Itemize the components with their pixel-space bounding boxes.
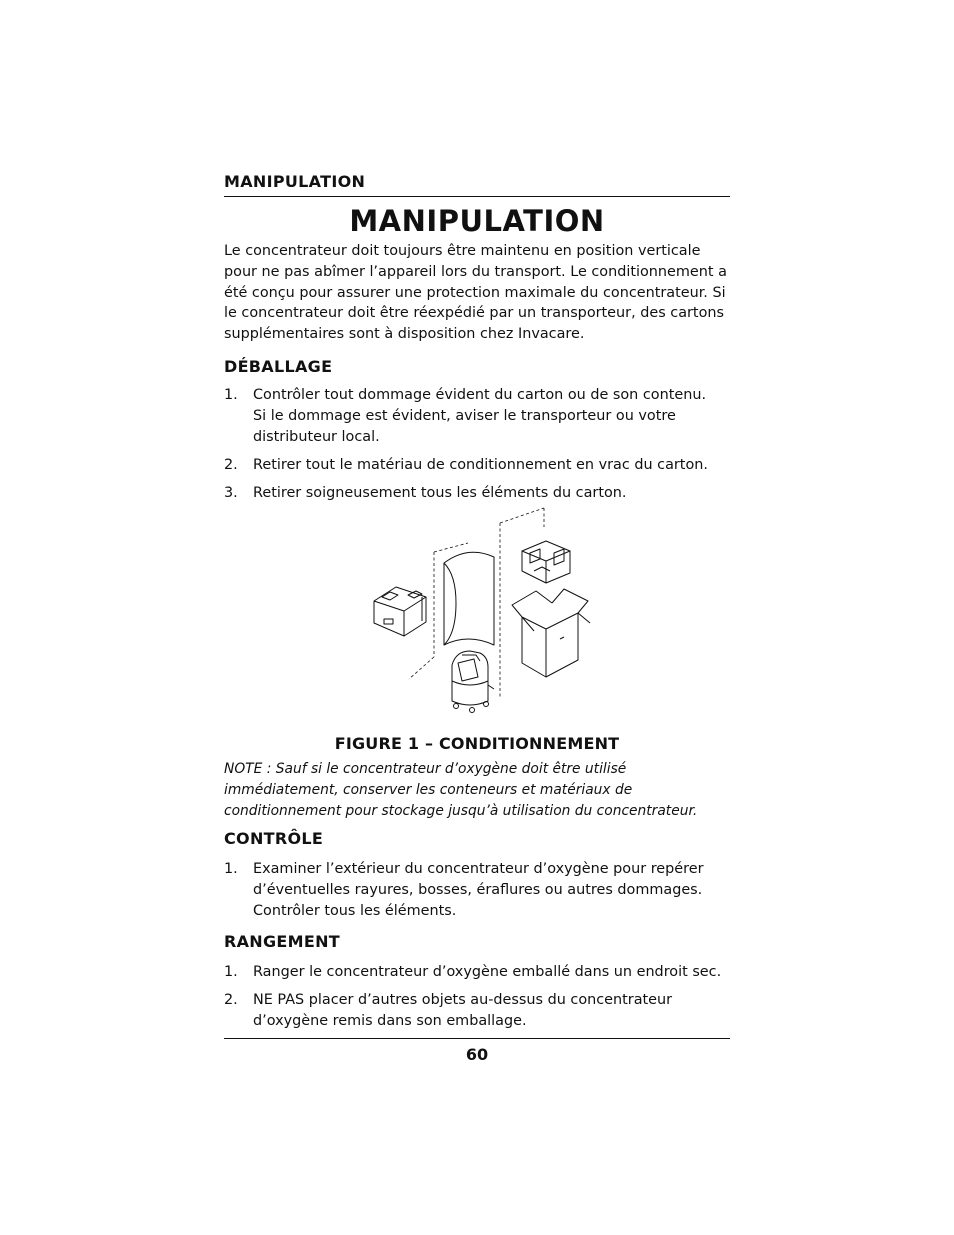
list-item-text: NE PAS placer d’autres objets au-dessus du concentrateur d’oxygène remis dans son emballage.: [253, 992, 673, 1029]
footer-rule: [224, 1038, 730, 1039]
list-item-number: 2.: [224, 992, 238, 1008]
intro-paragraph: Le concentrateur doit toujours être maintenu en position verticale pour ne pas abîmer l’appareil lors du transport. Le conditionnement a été conçu pour assurer une protection maximale du concentrateur. Si le concentrateur doit être réexpédié par un transporteur, des cartons supplémentaires sont à disposition chez Invacare.: [224, 243, 727, 343]
list-item-text: Retirer tout le matériau de conditionnement en vrac du carton.: [253, 457, 708, 473]
list-item-number: 2.: [224, 457, 238, 473]
header-rule: [224, 196, 730, 197]
protective-bag-icon: [444, 552, 494, 645]
figure-caption: FIGURE 1 – CONDITIONNEMENT: [334, 734, 620, 753]
list-item-text: Contrôler tout dommage évident du carton ou de son contenu. Si le dommage est évident, aviser le transporteur ou votre distributeur local.: [253, 387, 707, 445]
list-item-number: 1.: [224, 964, 238, 980]
top-foam-insert-icon: [522, 541, 570, 583]
shipping-carton-icon: [512, 589, 590, 677]
section-heading-rangement: RANGEMENT: [224, 932, 341, 951]
list-item-text: Retirer soigneusement tous les éléments du carton.: [253, 485, 627, 501]
packaging-exploded-view-illustration: [364, 505, 594, 720]
oxygen-concentrator-icon: [452, 651, 494, 713]
foam-insert-icon: [374, 587, 426, 636]
running-header-title: MANIPULATION: [224, 172, 366, 191]
list-item-text: Ranger le concentrateur d’oxygène emballé dans un endroit sec.: [253, 964, 722, 980]
section-heading-controle: CONTRÔLE: [224, 829, 324, 848]
note-paragraph: NOTE : Sauf si le concentrateur d’oxygène doit être utilisé immédiatement, conserver les conteneurs et matériaux de conditionnement pour stockage jusqu’à utilisation du concentrateur.: [224, 761, 698, 819]
list-item-number: 3.: [224, 485, 238, 501]
list-item-number: 1.: [224, 387, 238, 403]
page-title: MANIPULATION: [349, 204, 605, 238]
list-item-text: Examiner l’extérieur du concentrateur d’oxygène pour repérer d’éventuelles rayures, bosses, éraflures ou autres dommages. Contrôler tous les éléments.: [253, 861, 704, 919]
section-heading-deballage: DÉBALLAGE: [224, 357, 333, 376]
page-number: 60: [465, 1045, 489, 1064]
list-item-number: 1.: [224, 861, 238, 877]
